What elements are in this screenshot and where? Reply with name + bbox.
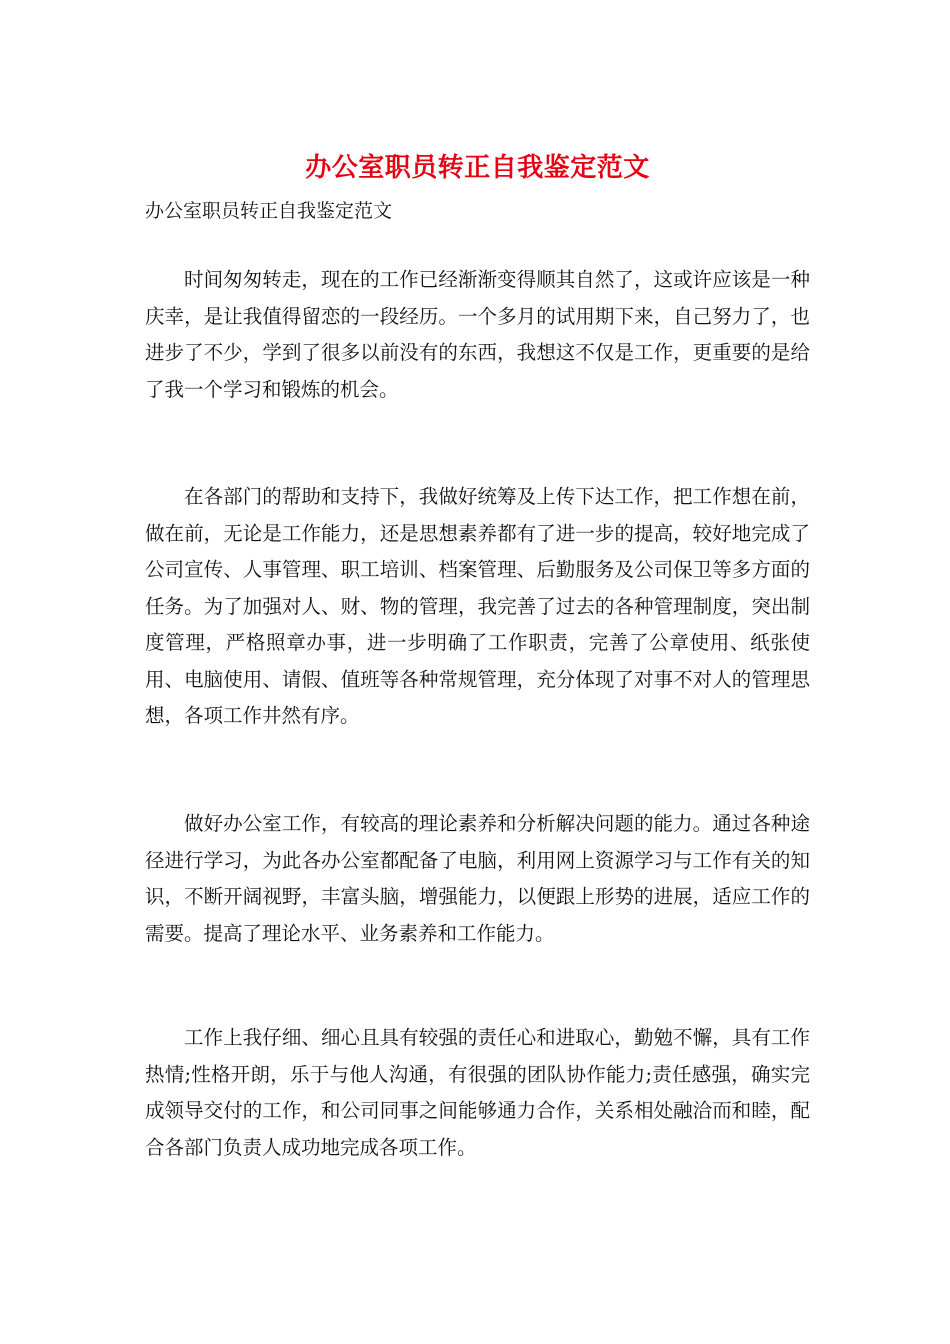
paragraph-4: 工作上我仔细、细心且具有较强的责任心和进取心，勤勉不懈，具有工作热情;性格开朗，乐于与他人沟通，有很强的团队协作能力;责任感强，确实完成领导交付的工作，和公司同事之间能够通力合作，关系相处融洽而和睦，配合各部门负责人成功地完成各项工作。 <box>145 1026 810 1159</box>
paragraph-2: 在各部门的帮助和支持下，我做好统筹及上传下达工作，把工作想在前，做在前，无论是工作能力，还是思想素养都有了进一步的提高，较好地完成了公司宣传、人事管理、职工培训、档案管理、后勤服务及公司保卫等多方面的任务。为了加强对人、财、物的管理，我完善了过去的各种管理制度，突出制度管理，严格照章办事，进一步明确了工作职责，完善了公章使用、纸张使用、电脑使用、请假、值班等各种常规管理，充分体现了对事不对人的管理思想，各项工作井然有序。 <box>145 485 810 727</box>
document-title: 办公室职员转正自我鉴定范文 <box>305 153 650 183</box>
paragraph-1: 时间匆匆转走，现在的工作已经渐渐变得顺其自然了，这或许应该是一种庆幸，是让我值得留恋的一段经历。一个多月的试用期下来，自己努力了，也进步了不少，学到了很多以前没有的东西，我想这不仅是工作，更重要的是给了我一个学习和锻炼的机会。 <box>145 268 810 401</box>
document-subtitle: 办公室职员转正自我鉴定范文 <box>145 200 393 222</box>
paragraph-3: 做好办公室工作，有较高的理论素养和分析解决问题的能力。通过各种途径进行学习，为此各办公室都配备了电脑，利用网上资源学习与工作有关的知识，不断开阔视野，丰富头脑，增强能力，以便跟上形势的进展，适应工作的需要。提高了理论水平、业务素养和工作能力。 <box>145 812 810 945</box>
document-page <box>145 0 810 1344</box>
